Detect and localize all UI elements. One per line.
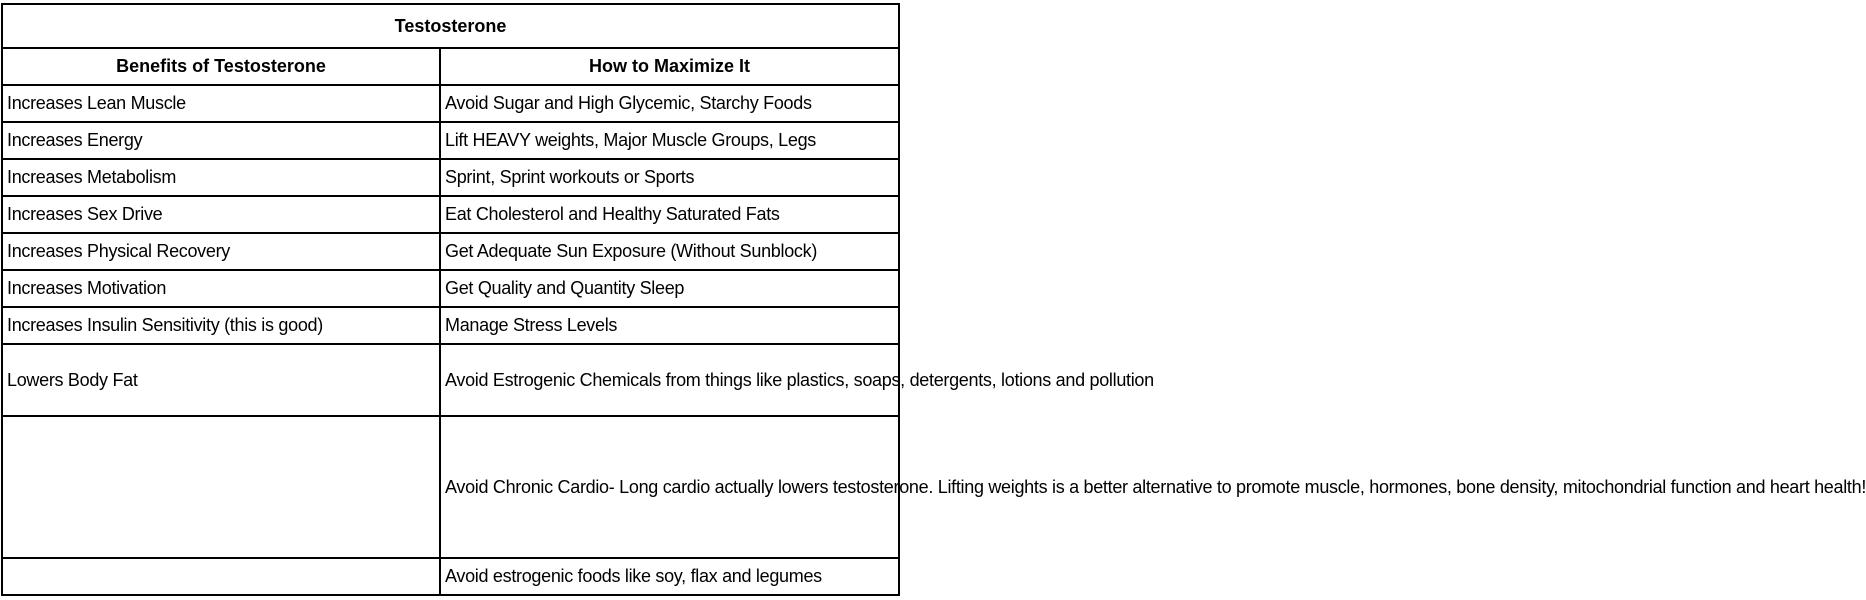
table-row	[2, 85, 899, 122]
benefit-cell	[2, 122, 440, 159]
header-benefits	[2, 48, 440, 85]
table-row	[2, 196, 899, 233]
benefit-text: Increases Motivation	[7, 278, 167, 298]
table-row	[2, 307, 899, 344]
header-row	[2, 48, 899, 85]
benefit-text: Increases Metabolism	[7, 167, 177, 187]
title-row	[2, 4, 899, 48]
benefit-text: Increases Sex Drive	[7, 204, 163, 224]
method-cell	[440, 159, 899, 196]
method-cell	[440, 122, 899, 159]
benefit-cell	[2, 270, 440, 307]
benefit-cell	[2, 558, 440, 595]
method-cell	[440, 344, 1154, 416]
benefit-text: Increases Energy	[7, 130, 143, 150]
table-row	[2, 159, 899, 196]
table-title-text: Testosterone	[394, 15, 507, 36]
method-text: Get Quality and Quantity Sleep	[445, 278, 685, 298]
method-text: Avoid Estrogenic Chemicals from things like plastics, soaps, detergents, lotions and pollution	[445, 369, 1154, 390]
benefit-text: Increases Physical Recovery	[7, 241, 230, 261]
testosterone-table	[1, 3, 1866, 596]
benefit-text: Lowers Body Fat	[7, 369, 138, 390]
table-row	[2, 344, 899, 416]
method-cell	[440, 558, 899, 595]
benefit-cell	[2, 159, 440, 196]
method-text: Lift HEAVY weights, Major Muscle Groups, Legs	[445, 130, 816, 150]
method-cell	[440, 85, 899, 122]
benefit-cell	[2, 307, 440, 344]
method-text: Manage Stress Levels	[445, 315, 618, 335]
table-row	[2, 233, 899, 270]
benefit-cell	[2, 196, 440, 233]
benefit-cell	[2, 85, 440, 122]
method-text: Eat Cholesterol and Healthy Saturated Fats	[445, 204, 780, 224]
benefit-text: Increases Lean Muscle	[7, 93, 186, 113]
method-cell	[440, 416, 1866, 558]
method-text: Sprint, Sprint workouts or Sports	[445, 167, 695, 187]
header-maximize-text: How to Maximize It	[589, 56, 751, 76]
method-cell	[440, 233, 899, 270]
table-title	[2, 4, 899, 48]
benefit-cell	[2, 344, 440, 416]
benefit-cell	[2, 416, 440, 558]
header-benefits-text: Benefits of Testosterone	[116, 56, 326, 76]
method-cell	[440, 196, 899, 233]
table-row	[2, 122, 899, 159]
benefit-text: Increases Insulin Sensitivity (this is good)	[7, 315, 323, 335]
table-row	[2, 270, 899, 307]
header-maximize	[440, 48, 899, 85]
method-text: Get Adequate Sun Exposure (Without Sunblock)	[445, 241, 818, 261]
method-text: Avoid Chronic Cardio- Long cardio actually lowers testosterone. Lifting weights is a better alternative to promote muscle, hormones, bone density, mitochondrial function and heart health!	[445, 476, 1866, 497]
table-row	[2, 558, 899, 595]
method-text: Avoid estrogenic foods like soy, flax and legumes	[445, 566, 822, 586]
method-cell	[440, 270, 899, 307]
benefit-cell	[2, 233, 440, 270]
method-cell	[440, 307, 899, 344]
table-row	[2, 416, 899, 558]
method-text: Avoid Sugar and High Glycemic, Starchy Foods	[445, 93, 812, 113]
